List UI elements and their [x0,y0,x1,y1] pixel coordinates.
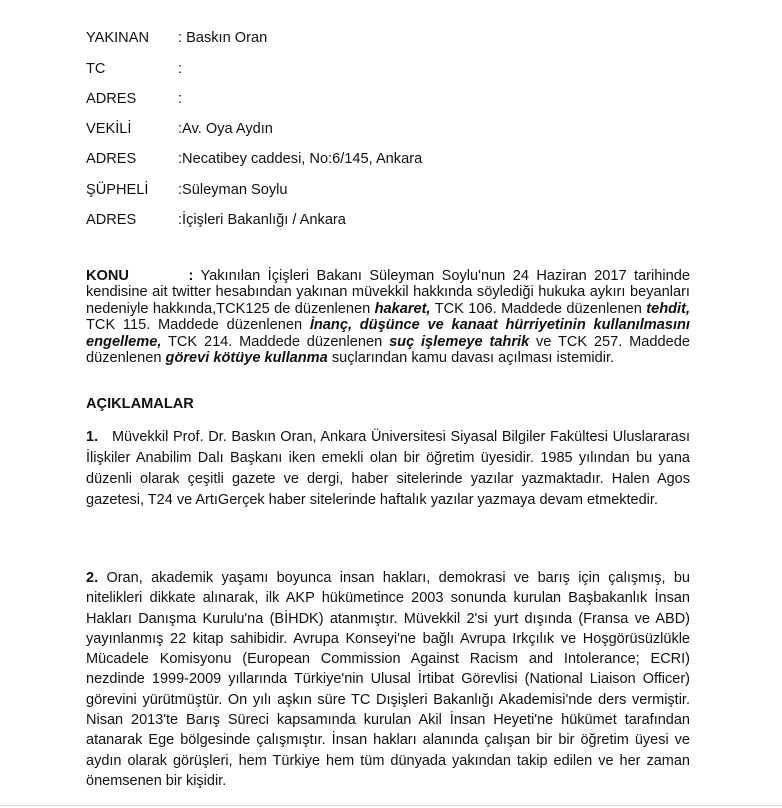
konu-text-5: ve TCK 257. Maddede düzenlenen [86,333,690,367]
vekili-value: :Av. Oya Aydın [178,121,273,137]
paragraph-2-number: 2. [86,570,99,586]
konu-text-2: TCK 106. Maddede düzenlenen [434,300,642,317]
adres-colon-1: : [178,91,183,107]
konu-suc-tahrik: suç işlemeye tahrik [389,333,530,350]
tc-label: TC [86,61,106,77]
tc-colon: : [178,61,183,77]
tc-value [178,59,292,79]
paragraph-1-number: 1. [86,429,99,445]
redacted-address [182,92,292,106]
konu-paragraph [86,268,690,366]
paragraph-2-text: Oran, akademik yaşamı boyunca insan hakları, demokrasi ve barış için çalışmış, bu nitelikleri dikkate alınarak, ilk AKP hükümetince 2003 sonunda kurulan Başbakanlık İnsan Hakları Danışma Kurulu'na (BİHDK) atanmıştır. Müvekkil 2'si yurt dışında (Fransa ve ABD) yayınlanmış 22 kitap sahibidir. Avrupa Konseyi'ne bağlı Avrupa Irkçılık ve Hoşgörüsüzlükle Mücadele Komisyonu (European Commission Against Racism and Intolerance; ECRI) nezdinde 1999-2009 yıllarında Türkiye'nin Ulusal İrtibat Görevlisi (National Liaison Officer) görevini yürütmüştür. On yılı aşkın süre TC Dışişleri Bakanlığı Akademisi'nde ders vermiştir. Nisan 2013'te Barış Süreci kapsamında kurulan Akil İnsan Heyeti'ne hükümet tarafından atanarak Ege bölgesinde çalışmıştır. İnsan hakları alanında çalışan bir bir öğretim üyesi ve aydın olarak görüşleri, hem Türkiye hem tüm dünyada yakından takip edilen ve her zaman önemsenen bir kişidir. [86,570,690,789]
konu-text-3: TCK 115. Maddede düzenlenen [86,317,303,334]
konu-tehdit: tehdit, [646,300,691,317]
redacted-tc [182,62,292,76]
yakinan-value: : Baskın Oran [178,30,268,46]
adres-value-1 [178,89,292,109]
paragraph-1 [86,427,690,511]
adres-label-1: ADRES [86,91,137,107]
adres-value-2: :Necatibey caddesi, No:6/145, Ankara [178,151,423,167]
adres-value-3: :İçişleri Bakanlığı / Ankara [178,212,346,228]
konu-label: KONU [86,268,129,284]
adres-label-3: ADRES [86,212,137,228]
konu-text-1: Yakınılan İçişleri Bakanı Süleyman Soylu'nun 24 Haziran 2017 tarihinde kendisine ait twitter hesabından yakınan müvekkil hakkında söylediği hukuka aykırı beyanları nedeniyle hakkında,TCK125 de düzenlenen [86,268,690,317]
page-bottom-border [0,805,782,806]
konu-colon: : [188,268,194,284]
aciklamalar-title: AÇIKLAMALAR [86,396,194,412]
konu-text-6: suçlarından kamu davası açılması istemidir. [331,350,615,367]
yakinan-label: YAKINAN [86,30,149,46]
supheli-value: :Süleyman Soylu [178,182,288,198]
paragraph-1-text: Müvekkil Prof. Dr. Baskın Oran, Ankara Üniversitesi Siyasal Bilgiler Fakültesi Uluslararası İlişkiler Anabilim Dalı Başkanı iken emekli olan bir öğretim üyesidir. 1985 yılından bu yana düzenli olarak çeşitli gazete ve dergi, haber sitelerinde yazılar yazmaktadır. Halen Agos gazetesi, T24 ve ArtıGerçek haber sitelerinde haftalık yazılar yazmaya devam etmektedir. [86,429,690,508]
konu-inanc: İnanç, düşünce ve kanaat hürriyetinin kullanılmasını engelleme, [86,317,690,350]
vekili-label: VEKİLİ [86,121,132,137]
konu-gorevi-kotuye: görevi kötüye kullanma [165,350,328,367]
paragraph-2 [86,568,690,791]
supheli-label: ŞÜPHELİ [86,182,149,198]
adres-label-2: ADRES [86,151,137,167]
konu-text-4: TCK 214. Maddede düzenlenen [167,333,383,350]
konu-hakaret: hakaret, [374,300,431,317]
